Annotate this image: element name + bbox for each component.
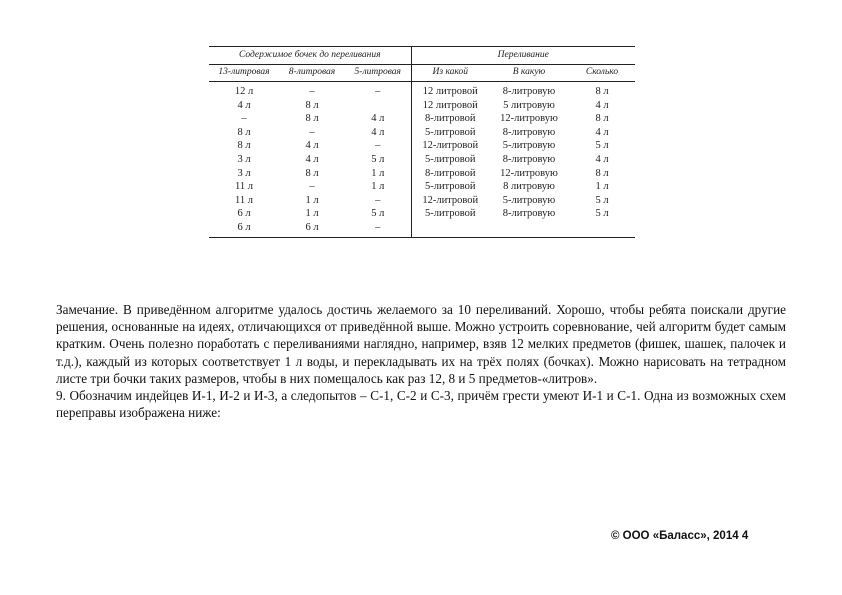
- table-cell: –: [241, 113, 247, 125]
- table-cell: 8-литровую: [502, 126, 556, 138]
- table-cell: [411, 221, 489, 237]
- table-cell: –: [345, 139, 411, 153]
- column-header-to: В какую: [489, 65, 569, 82]
- remark-paragraph: [56, 301, 786, 387]
- table-cell: 4 л: [237, 99, 251, 111]
- table-cell: 12-литровой: [422, 194, 479, 206]
- table-cell: [345, 99, 411, 113]
- table-cell: 1 л: [345, 167, 411, 181]
- item-9-label: 9.: [56, 388, 66, 404]
- table-cell: 8 л: [305, 167, 319, 179]
- table-cell: 6 л: [237, 208, 251, 220]
- table-cell: 5 л: [595, 140, 609, 152]
- table-cell: –: [345, 221, 411, 237]
- table-cell: 12 литровой: [422, 86, 478, 97]
- table-row: [209, 82, 635, 99]
- table-row: [209, 221, 635, 237]
- table-cell: 5 л: [345, 207, 411, 221]
- table-cell: 4 л: [595, 126, 609, 138]
- table-cell: 1 л: [345, 180, 411, 194]
- table-cell: 5-литровой: [424, 153, 476, 165]
- table-cell: 4 л: [345, 126, 411, 140]
- table-row: [209, 194, 635, 208]
- table-cell: 4 л: [305, 140, 319, 152]
- table-cell: 3 л: [237, 153, 251, 165]
- table-cell: 8-литровой: [424, 167, 476, 179]
- table-row: [209, 112, 635, 126]
- table-cell: 12-литровой: [422, 140, 479, 152]
- table-cell: 5-литровой: [424, 181, 476, 193]
- table-cell: 12-литровую: [500, 113, 558, 125]
- table-row: [209, 180, 635, 194]
- table-cell: 8 л: [305, 113, 319, 125]
- table-cell: 11 л: [235, 181, 253, 193]
- table-row: [209, 126, 635, 140]
- table-cell: –: [309, 126, 315, 138]
- table-cell: 8 литровую: [503, 181, 555, 193]
- table-cell: 1 л: [595, 181, 609, 193]
- table-cell: 5 л: [595, 208, 609, 220]
- table-row: [209, 139, 635, 153]
- table-cell: 8 л: [305, 99, 319, 111]
- table-cell: 8-литровую: [502, 153, 556, 165]
- table-cell: 12 л: [234, 86, 254, 97]
- table-row: [209, 167, 635, 181]
- table-cell: 5 л: [345, 153, 411, 167]
- table-cell: 5-литровой: [424, 126, 476, 138]
- table-cell: 5-литровой: [424, 208, 476, 220]
- pouring-table-body: [209, 82, 635, 238]
- table-cell: 3 л: [237, 167, 251, 179]
- table-cell: 11 л: [235, 194, 253, 206]
- table-cell: 8 л: [237, 140, 251, 152]
- table-cell: 4 л: [595, 99, 609, 111]
- column-header-5l: 5-литровая: [345, 65, 411, 82]
- table-row: [209, 153, 635, 167]
- table-cell: 5-литровую: [502, 194, 556, 206]
- remark-label: Замечание.: [56, 302, 119, 317]
- table-cell: [569, 221, 635, 237]
- pouring-table-wrapper: [209, 46, 635, 238]
- table-row: [209, 99, 635, 113]
- table-cell: 5 литровую: [503, 99, 555, 111]
- table-cell: –: [345, 82, 411, 99]
- table-cell: –: [345, 194, 411, 208]
- table-cell: –: [309, 181, 315, 193]
- table-cell: 6 л: [209, 221, 279, 237]
- item-9-paragraph: [56, 387, 786, 421]
- table-cell: 8-литровой: [424, 113, 476, 125]
- body-text: [56, 301, 786, 421]
- column-header-8l: 8-литровая: [279, 65, 345, 82]
- item-9-text: Обозначим индейцев И-1, И-2 и И-3, а следопытов – С-1, С-2 и С-3, причём грести умеют И-1 и С-1. Одна из возможных схем переправы изображена ниже:: [56, 388, 786, 421]
- pouring-table: [209, 46, 635, 238]
- remark-text: В приведённом алгоритме удалось достичь желаемого за 10 переливаний. Хорошо, чтобы ребята поискали другие решения, основанные на идеях, отличающихся от приведённой выше. Можно устроить соревнование, чей алгоритм будет самым кратким. Очень полезно поработать с переливаниями наглядно, например, взяв 12 мелких предметов (фишек, шашек, палочек и т.д.), каждый из которых соответствует 1 л воды, и перекладывать их на трёх полях (бочках). Можно нарисовать на тетрадном листе три бочки таких размеров, чтобы в них помещалось как раз 12, 8 и 5 предметов-«литров».: [56, 302, 786, 386]
- table-row: [209, 207, 635, 221]
- column-header-amount: Сколько: [569, 65, 635, 82]
- table-cell: 4 л: [345, 112, 411, 126]
- group-header-contents: Содержимое бочек до переливания: [209, 47, 411, 65]
- table-cell: 4 л: [305, 153, 319, 165]
- table-cell: [489, 221, 569, 237]
- table-cell: –: [309, 86, 315, 97]
- copyright-footer: © ООО «Баласс», 2014 4: [611, 530, 749, 542]
- table-cell: 6 л: [279, 221, 345, 237]
- table-cell: 8 л: [595, 113, 609, 125]
- table-cell: 8-литровую: [502, 86, 556, 97]
- table-cell: 8 л: [237, 126, 251, 138]
- table-cell: 8-литровую: [502, 208, 556, 220]
- group-header-pouring: Переливание: [411, 47, 635, 65]
- table-cell: 5-литровую: [502, 140, 556, 152]
- table-cell: 1 л: [305, 194, 319, 206]
- column-header-from: Из какой: [411, 65, 489, 82]
- table-cell: 1 л: [305, 208, 319, 220]
- table-cell: 12-литровую: [500, 167, 558, 179]
- table-cell: 4 л: [595, 153, 609, 165]
- column-header-13l: 13-литровая: [209, 65, 279, 82]
- table-cell: 5 л: [595, 194, 609, 206]
- table-cell: 8 л: [595, 86, 609, 97]
- table-cell: 12 литровой: [422, 99, 478, 111]
- table-cell: 8 л: [595, 167, 609, 179]
